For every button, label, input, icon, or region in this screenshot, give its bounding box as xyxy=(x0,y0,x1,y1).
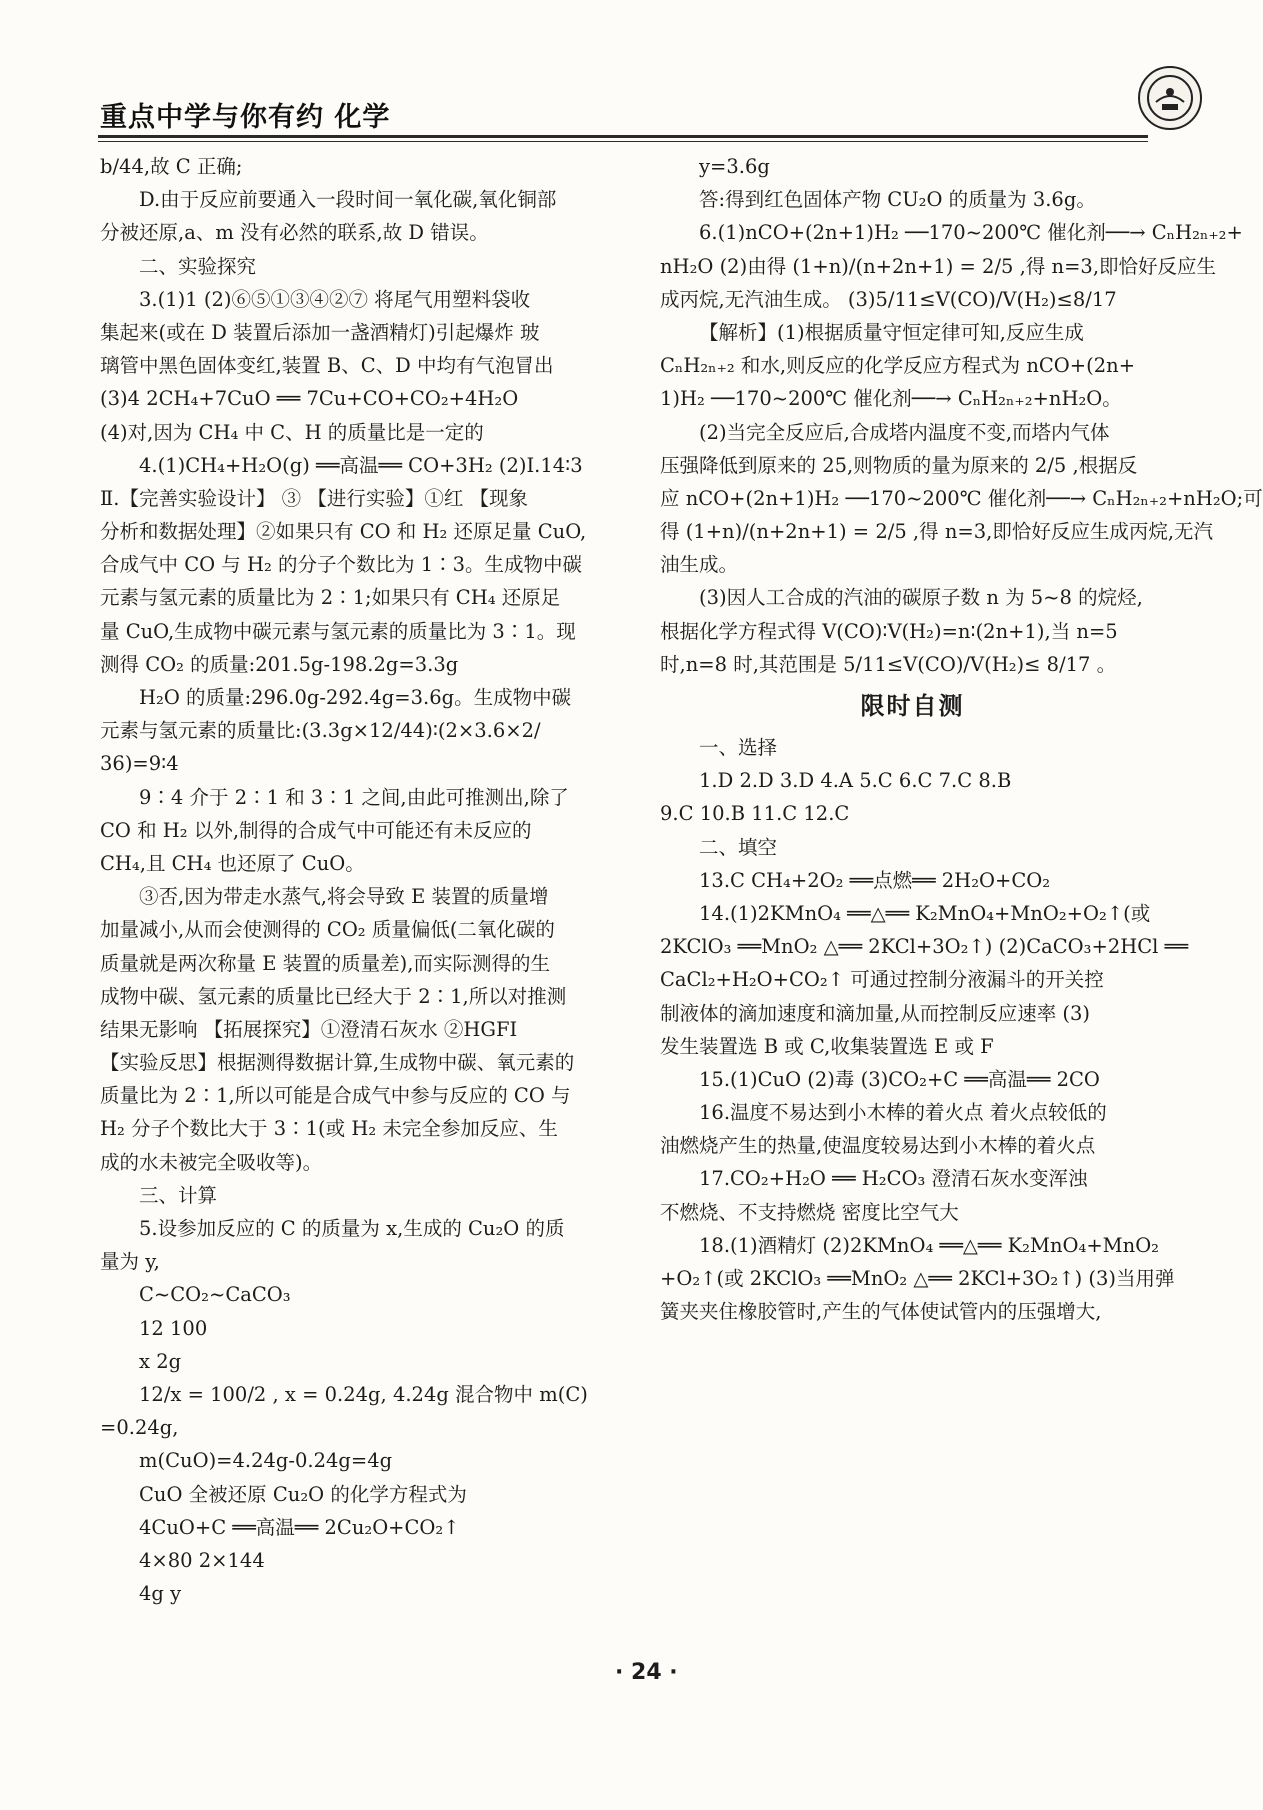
header-title: 重点中学与你有约 化学 xyxy=(100,102,391,133)
text-line: 4CuO+C ══高温══ 2Cu₂O+CO₂↑ xyxy=(139,1515,460,1539)
text-line: 油燃烧产生的热量,使温度较易达到小木棒的着火点 xyxy=(660,1134,1096,1158)
text-line: 分被还原,a、m 没有必然的联系,故 D 错误。 xyxy=(100,221,489,245)
text-line: 12 100 xyxy=(139,1316,208,1340)
text-line: CO 和 H₂ 以外,制得的合成气中可能还有未反应的 xyxy=(100,818,532,842)
text-line: 测得 CO₂ 的质量:201.5g-198.2g=3.3g xyxy=(100,652,459,676)
text-line: 量 CuO,生成物中碳元素与氢元素的质量比为 3∶1。现 xyxy=(100,619,576,643)
text-line: ③否,因为带走水蒸气,将会导致 E 装置的质量增 xyxy=(139,885,549,909)
text-line: C~CO₂~CaCO₃ xyxy=(139,1283,291,1307)
text-line: 17.CO₂+H₂O ══ H₂CO₃ 澄清石灰水变浑浊 xyxy=(699,1167,1088,1191)
text-line: 15.(1)CuO (2)毒 (3)CO₂+C ══高温══ 2CO xyxy=(699,1067,1100,1091)
text-line: 4×80 2×144 xyxy=(139,1548,265,1572)
text-line: 制液体的滴加速度和滴加量,从而控制反应速率 (3) xyxy=(660,1001,1091,1025)
text-line: 集起来(或在 D 装置后添加一盏酒精灯)引起爆炸 玻 xyxy=(100,320,540,344)
text-line: CaCl₂+H₂O+CO₂↑ 可通过控制分液漏斗的开关控 xyxy=(660,968,1104,992)
text-line: (4)对,因为 CH₄ 中 C、H 的质量比是一定的 xyxy=(100,420,484,444)
text-line: 量为 y, xyxy=(100,1250,160,1274)
left-column xyxy=(100,150,626,1610)
text-line: nH₂O (2)由得 (1+n)/(n+2n+1) = 2/5 ,得 n=3,即恰好反应生 xyxy=(660,254,1217,278)
text-line: 5.设参加反应的 C 的质量为 x,生成的 Cu₂O 的质 xyxy=(139,1217,565,1240)
text-line: 结果无影响 【拓展探究】①澄清石灰水 ②HGFI xyxy=(100,1017,518,1041)
text-line: 成物中碳、氢元素的质量比已经大于 2∶1,所以对推测 xyxy=(100,984,567,1008)
text-line: (3)因人工合成的汽油的碳原子数 n 为 5~8 的烷烃, xyxy=(699,586,1143,610)
text-line: 4.(1)CH₄+H₂O(g) ══高温══ CO+3H₂ (2)Ⅰ.14∶3 xyxy=(139,453,583,477)
text-line: 【实验反思】根据测得数据计算,生成物中碳、氧元素的 xyxy=(100,1051,575,1075)
text-line: 4g y xyxy=(139,1582,182,1606)
text-line: 加量减小,从而会使测得的 CO₂ 质量偏低(二氧化碳的 xyxy=(100,918,555,942)
text-line: 簧夹夹住橡胶管时,产生的气体使试管内的压强增大, xyxy=(660,1300,1102,1324)
answer-line: 9.C 10.B 11.C 12.C xyxy=(660,802,850,826)
header-rule-thin xyxy=(98,141,1148,142)
school-emblem-icon xyxy=(1138,66,1202,130)
text-line: 1)H₂ ──170~200℃ 催化剂──→ CₙH₂ₙ₊₂+nH₂O。 xyxy=(660,387,1122,411)
text-line: 压强降低到原来的 25,则物质的量为原来的 2/5 ,根据反 xyxy=(660,453,1138,477)
text-line: (3)4 2CH₄+7CuO ══ 7Cu+CO+CO₂+4H₂O xyxy=(100,387,519,411)
text-line: 成的水未被完全吸收等)。 xyxy=(100,1150,323,1174)
text-line: 质量就是两次称量 E 装置的质量差),而实际测得的生 xyxy=(100,951,550,975)
text-line: +O₂↑(或 2KClO₃ ══MnO₂ △══ 2KCl+3O₂↑) (3)当用弹 xyxy=(660,1267,1175,1290)
text-line: 不燃烧、不支持燃烧 密度比空气大 xyxy=(660,1200,959,1224)
text-line: 2KClO₃ ══MnO₂ △══ 2KCl+3O₂↑) (2)CaCO₃+2HCl ══ xyxy=(660,935,1189,959)
text-line: H₂ 分子个数比大于 3∶1(或 H₂ 未完全参加反应、生 xyxy=(100,1117,558,1141)
text-line: 6.(1)nCO+(2n+1)H₂ ──170~200℃ 催化剂──→ CₙH₂ₙ₊₂+ xyxy=(699,221,1243,245)
text-line: 发生装置选 B 或 C,收集装置选 E 或 F xyxy=(660,1034,994,1058)
text-line: m(CuO)=4.24g-0.24g=4g xyxy=(139,1449,393,1473)
text-line: x 2g xyxy=(139,1349,182,1373)
text-line: 根据化学方程式得 V(CO)∶V(H₂)=n∶(2n+1),当 n=5 xyxy=(660,619,1118,643)
text-line: 12/x = 100/2 , x = 0.24g, 4.24g 混合物中 m(C) xyxy=(139,1382,588,1406)
header-rule xyxy=(98,135,1148,138)
text-line: CH₄,且 CH₄ 也还原了 CuO。 xyxy=(100,851,365,875)
text-line: 18.(1)酒精灯 (2)2KMnO₄ ══△══ K₂MnO₄+MnO₂ xyxy=(699,1233,1159,1257)
text-line: 合成气中 CO 与 H₂ 的分子个数比为 1∶3。生成物中碳 xyxy=(100,553,583,577)
text-line: 14.(1)2KMnO₄ ══△══ K₂MnO₄+MnO₂+O₂↑(或 xyxy=(699,901,1151,925)
text-line: 应 nCO+(2n+1)H₂ ──170~200℃ 催化剂──→ CₙH₂ₙ₊₂+nH₂O;可 xyxy=(660,486,1263,510)
section-heading: 二、填空 xyxy=(699,835,778,859)
text-line: 36)=9∶4 xyxy=(100,752,179,776)
text-line: 得 (1+n)/(n+2n+1) = 2/5 ,得 n=3,即恰好反应生成丙烷,无汽 xyxy=(660,520,1214,544)
text-line: D.由于反应前要通入一段时间一氧化碳,氧化铜部 xyxy=(139,188,557,212)
text-line: 璃管中黑色固体变红,装置 B、C、D 中均有气泡冒出 xyxy=(100,354,554,378)
text-line: 分析和数据处理】②如果只有 CO 和 H₂ 还原足量 CuO, xyxy=(100,520,587,544)
text-line: y=3.6g xyxy=(699,155,770,178)
text-line: CuO 全被还原 Cu₂O 的化学方程式为 xyxy=(139,1482,467,1506)
answer-line: 1.D 2.D 3.D 4.A 5.C 6.C 7.C 8.B xyxy=(699,769,1012,793)
text-line: 元素与氢元素的质量比为 2∶1;如果只有 CH₄ 还原足 xyxy=(100,586,561,610)
text-line: (2)当完全反应后,合成塔内温度不变,而塔内气体 xyxy=(699,420,1110,444)
text-line: Ⅱ.【完善实验设计】 ③ 【进行实验】①红 【现象 xyxy=(100,486,529,510)
text-line: H₂O 的质量:296.0g-292.4g=3.6g。生成物中碳 xyxy=(139,686,572,709)
text-line: 质量比为 2∶1,所以可能是合成气中参与反应的 CO 与 xyxy=(100,1084,571,1108)
text-line: CₙH₂ₙ₊₂ 和水,则反应的化学反应方程式为 nCO+(2n+ xyxy=(660,354,1136,378)
section-title: 限时自测 xyxy=(860,692,965,720)
text-line: =0.24g, xyxy=(100,1416,179,1440)
text-line: 成丙烷,无汽油生成。 (3)5/11≤V(CO)/V(H₂)≤8/17 xyxy=(660,287,1117,311)
text-line: 答:得到红色固体产物 CU₂O 的质量为 3.6g。 xyxy=(699,188,1096,212)
section-heading: 一、选择 xyxy=(699,736,778,759)
text-line: 【解析】(1)根据质量守恒定律可知,反应生成 xyxy=(699,320,1084,344)
section-heading: 三、计算 xyxy=(139,1183,218,1207)
text-line: 油生成。 xyxy=(660,553,739,577)
text-line: 时,n=8 时,其范围是 5/11≤V(CO)/V(H₂)≤ 8/17 。 xyxy=(660,652,1117,676)
section-heading: 二、实验探究 xyxy=(139,254,257,278)
text-line: 3.(1)1 (2)⑥⑤①③④②⑦ 将尾气用塑料袋收 xyxy=(139,287,531,311)
text-line: 元素与氢元素的质量比:(3.3g×12/44)∶(2×3.6×2/ xyxy=(100,719,541,743)
text-line: 9∶4 介于 2∶1 和 3∶1 之间,由此可推测出,除了 xyxy=(139,785,569,809)
right-column xyxy=(660,150,1263,1328)
text-line: 16.温度不易达到小木棒的着火点 着火点较低的 xyxy=(699,1101,1107,1125)
text-line: b/44,故 C 正确; xyxy=(100,155,243,178)
text-line: 13.C CH₄+2O₂ ══点燃══ 2H₂O+CO₂ xyxy=(699,868,1051,892)
page-number: · 24 · xyxy=(615,1660,678,1685)
